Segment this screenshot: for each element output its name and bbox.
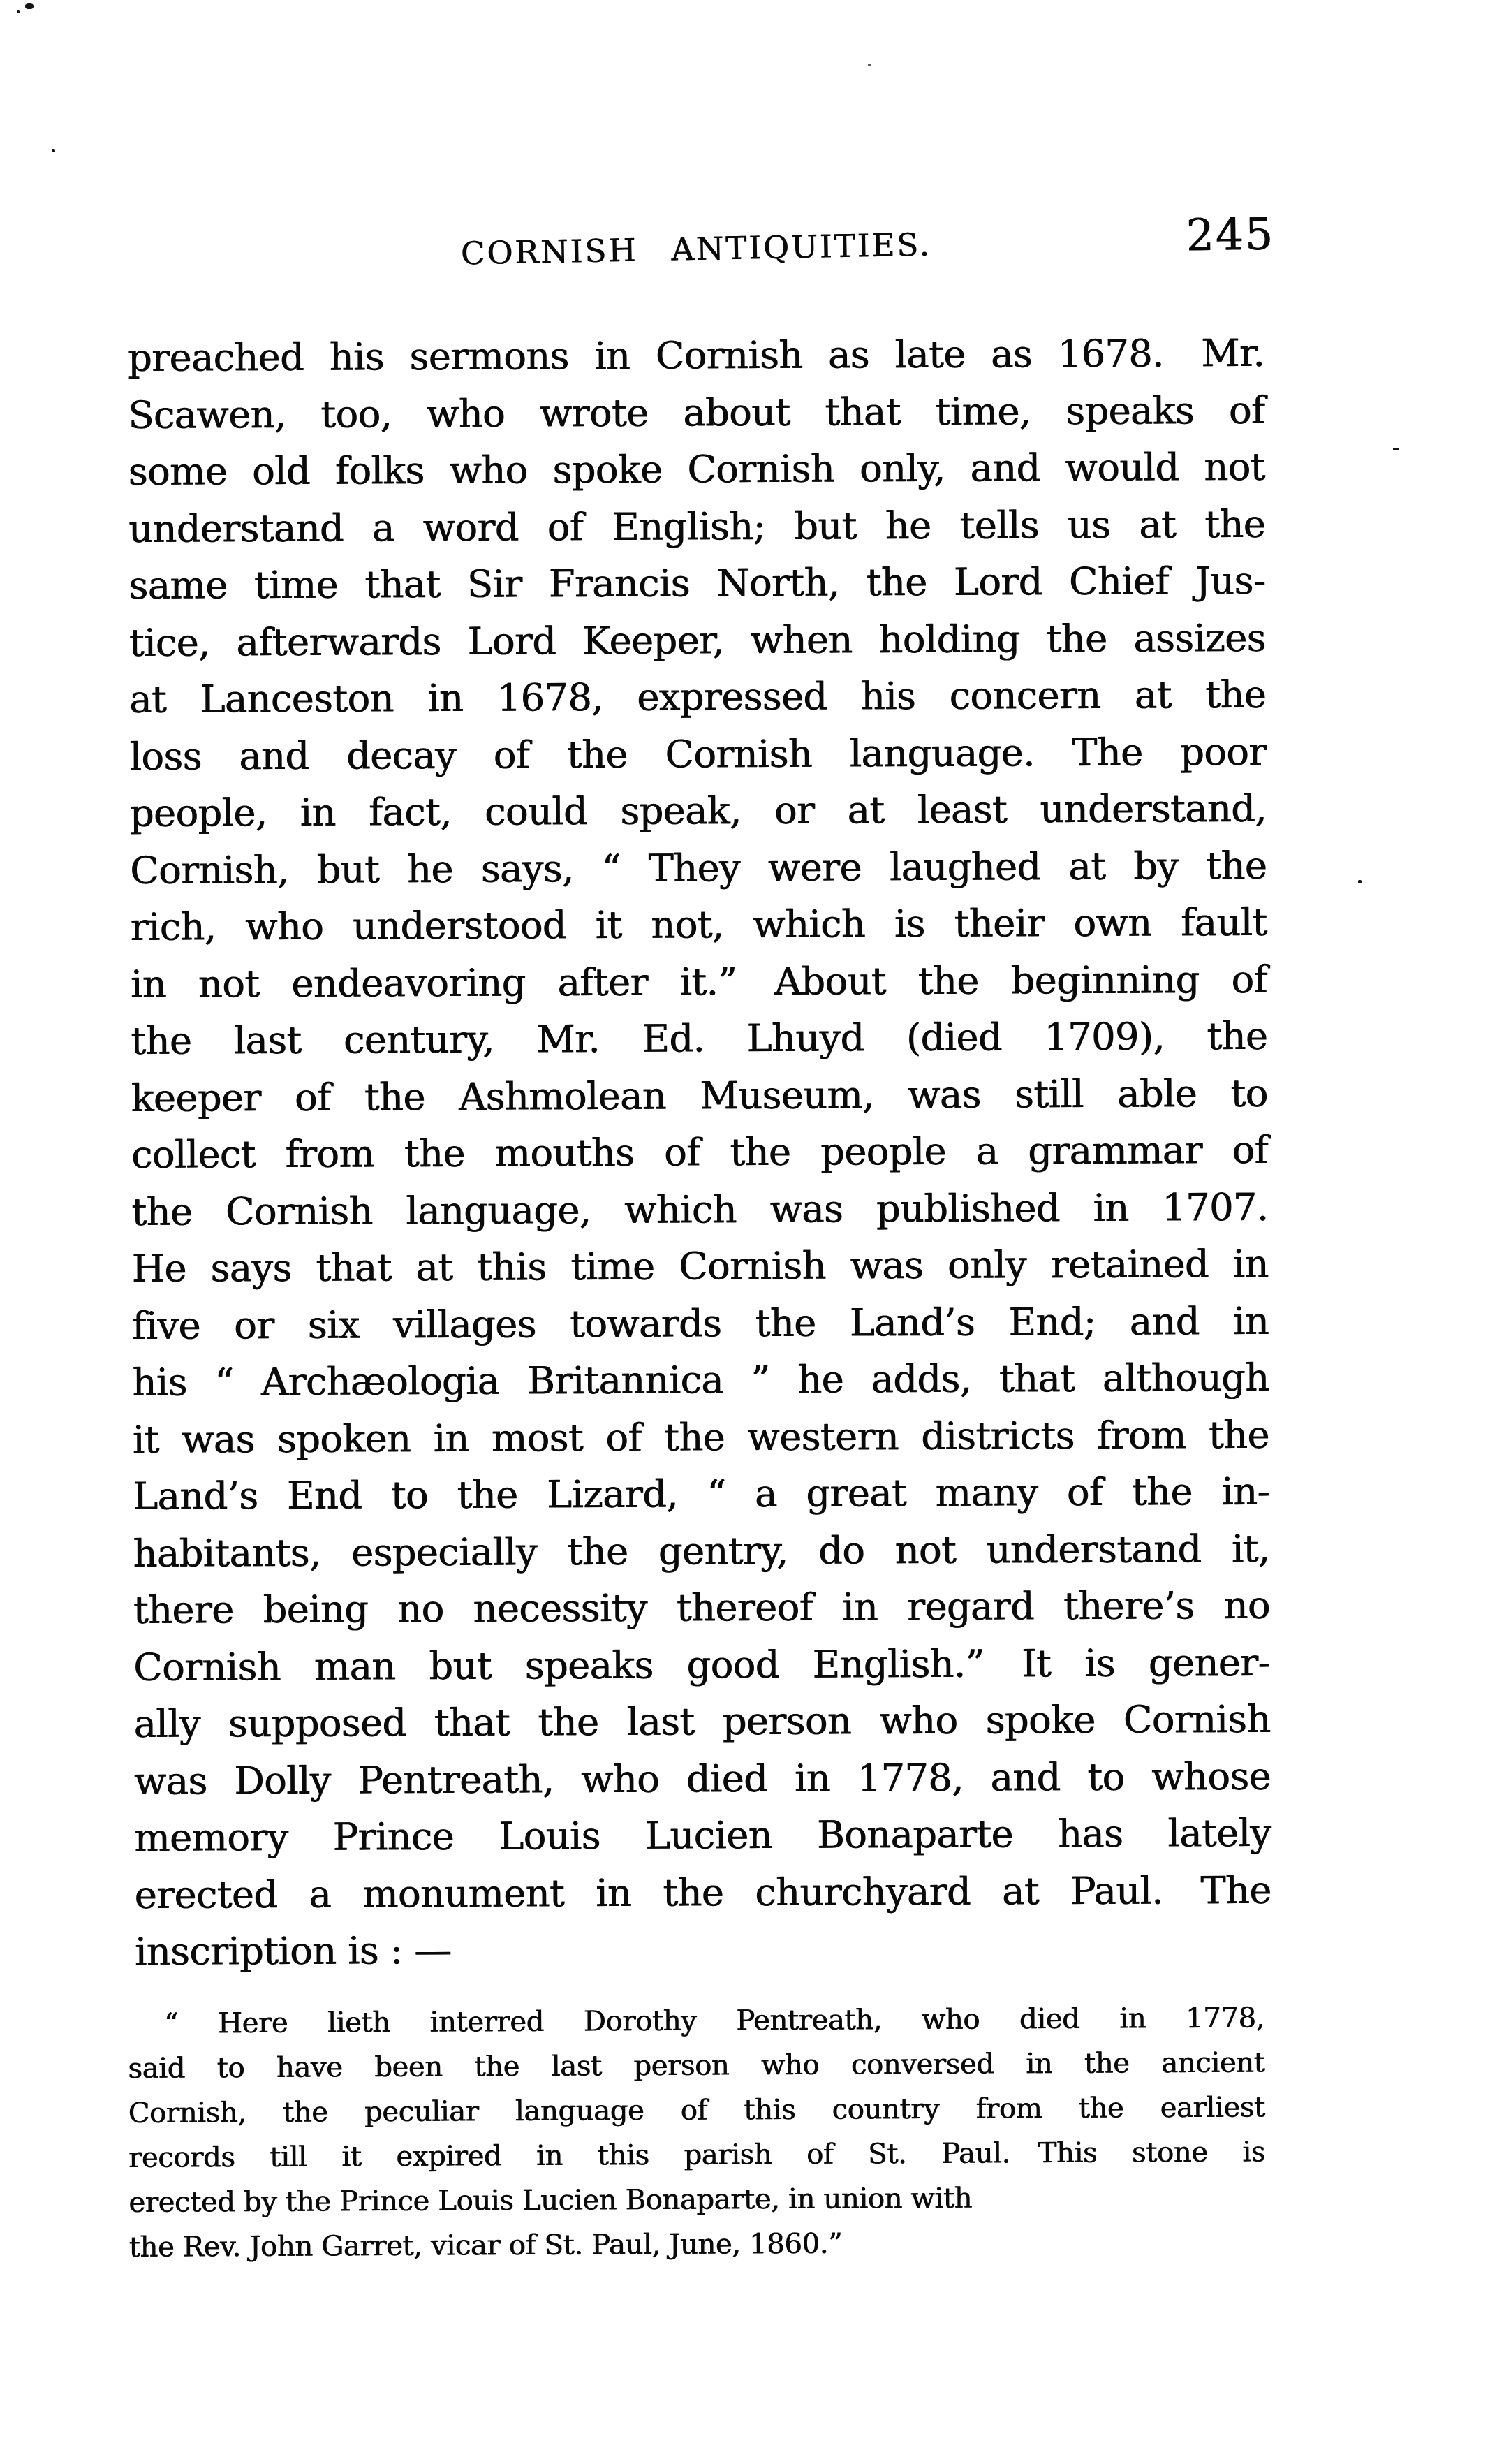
body-line: inscription is : — (134, 1928, 452, 1974)
body-line: erected a monument in the churchyard at Paul. The (134, 1868, 1271, 1917)
scan-speck (25, 3, 34, 9)
body-line: habitants, especially the gentry, do not understand it, (133, 1526, 1270, 1576)
scan-speck (868, 64, 871, 66)
scan-speck (1393, 448, 1399, 450)
body-line: loss and decay of the Cornish language. The poor (129, 729, 1267, 779)
body-line: Cornish man but speaks good English.” It is gener- (133, 1640, 1271, 1689)
inscription-line: Cornish, the peculiar language of this country from the earliest (128, 2091, 1265, 2129)
body-line: Land’s End to the Lizard, “ a great many of the in- (133, 1469, 1270, 1518)
body-line: rich, who understood it not, which is their own fault (130, 900, 1267, 949)
body-line: Cornish, but he says, “ They were laughed at by the (130, 843, 1267, 893)
inscription-line: records till it expired in this parish of St. Paul. This stone is (128, 2136, 1266, 2174)
body-line: memory Prince Louis Lucien Bonaparte has lately (134, 1810, 1271, 1860)
body-line: there being no necessity thereof in regard there’s no (133, 1583, 1271, 1632)
body-line: in not endeavoring after it.” About the beginning of (130, 957, 1268, 1006)
inscription-line: the Rev. John Garret, vicar of St. Paul, June, 1860.” (128, 2227, 843, 2264)
scan-speck (1358, 880, 1362, 883)
body-line: tice, afterwards Lord Keeper, when holding the assizes (128, 615, 1267, 665)
body-line: ally supposed that the last person who spoke Cornish (133, 1696, 1271, 1746)
body-line: was Dolly Pentreath, who died in 1778, and to whose (133, 1754, 1271, 1803)
body-line: at Lanceston in 1678, expressed his concern at the (129, 672, 1267, 721)
main-paragraph (128, 325, 1271, 1981)
body-line: his “ Archæologia Britannica ” he adds, that although (132, 1355, 1269, 1405)
inscription-quote (128, 1995, 1266, 2270)
body-line: He says that at this time Cornish was only retained in (131, 1241, 1269, 1291)
body-line: Scawen, too, who wrote about that time, speaks of (128, 388, 1265, 437)
inscription-line: “ Here lieth interred Dorothy Pentreath, who died in 1778, (164, 2002, 1265, 2040)
body-line: same time that Sir Francis North, the Lord Chief Jus- (128, 558, 1266, 608)
page-number: 245 (1186, 208, 1275, 261)
body-line: keeper of the Ashmolean Museum, was still able to (131, 1071, 1268, 1120)
body-line: some old folks who spoke Cornish only, and would not (128, 444, 1266, 494)
body-line: preached his sermons in Cornish as late as 1678. Mr. (128, 330, 1265, 380)
body-line: five or six villages towards the Land’s End; and in (132, 1298, 1269, 1348)
scan-speck (17, 10, 20, 13)
body-line: the Cornish language, which was published in 1707. (131, 1185, 1269, 1234)
inscription-line: said to have been the last person who conversed in the ancient (128, 2046, 1265, 2085)
body-line: people, in fact, could speak, or at least understand, (129, 786, 1267, 835)
scan-speck (52, 149, 55, 152)
body-line: collect from the mouths of the people a grammar of (131, 1127, 1269, 1177)
inscription-line: erected by the Prince Louis Lucien Bonaparte, in union with (128, 2182, 973, 2219)
body-line: understand a word of English; but he tells us at the (128, 501, 1266, 551)
body-line: the last century, Mr. Ed. Lhuyd (died 1709), the (131, 1013, 1268, 1063)
body-line: it was spoken in most of the western districts from the (132, 1412, 1270, 1462)
running-head: CORNISH ANTIQUITIES. (460, 226, 932, 272)
